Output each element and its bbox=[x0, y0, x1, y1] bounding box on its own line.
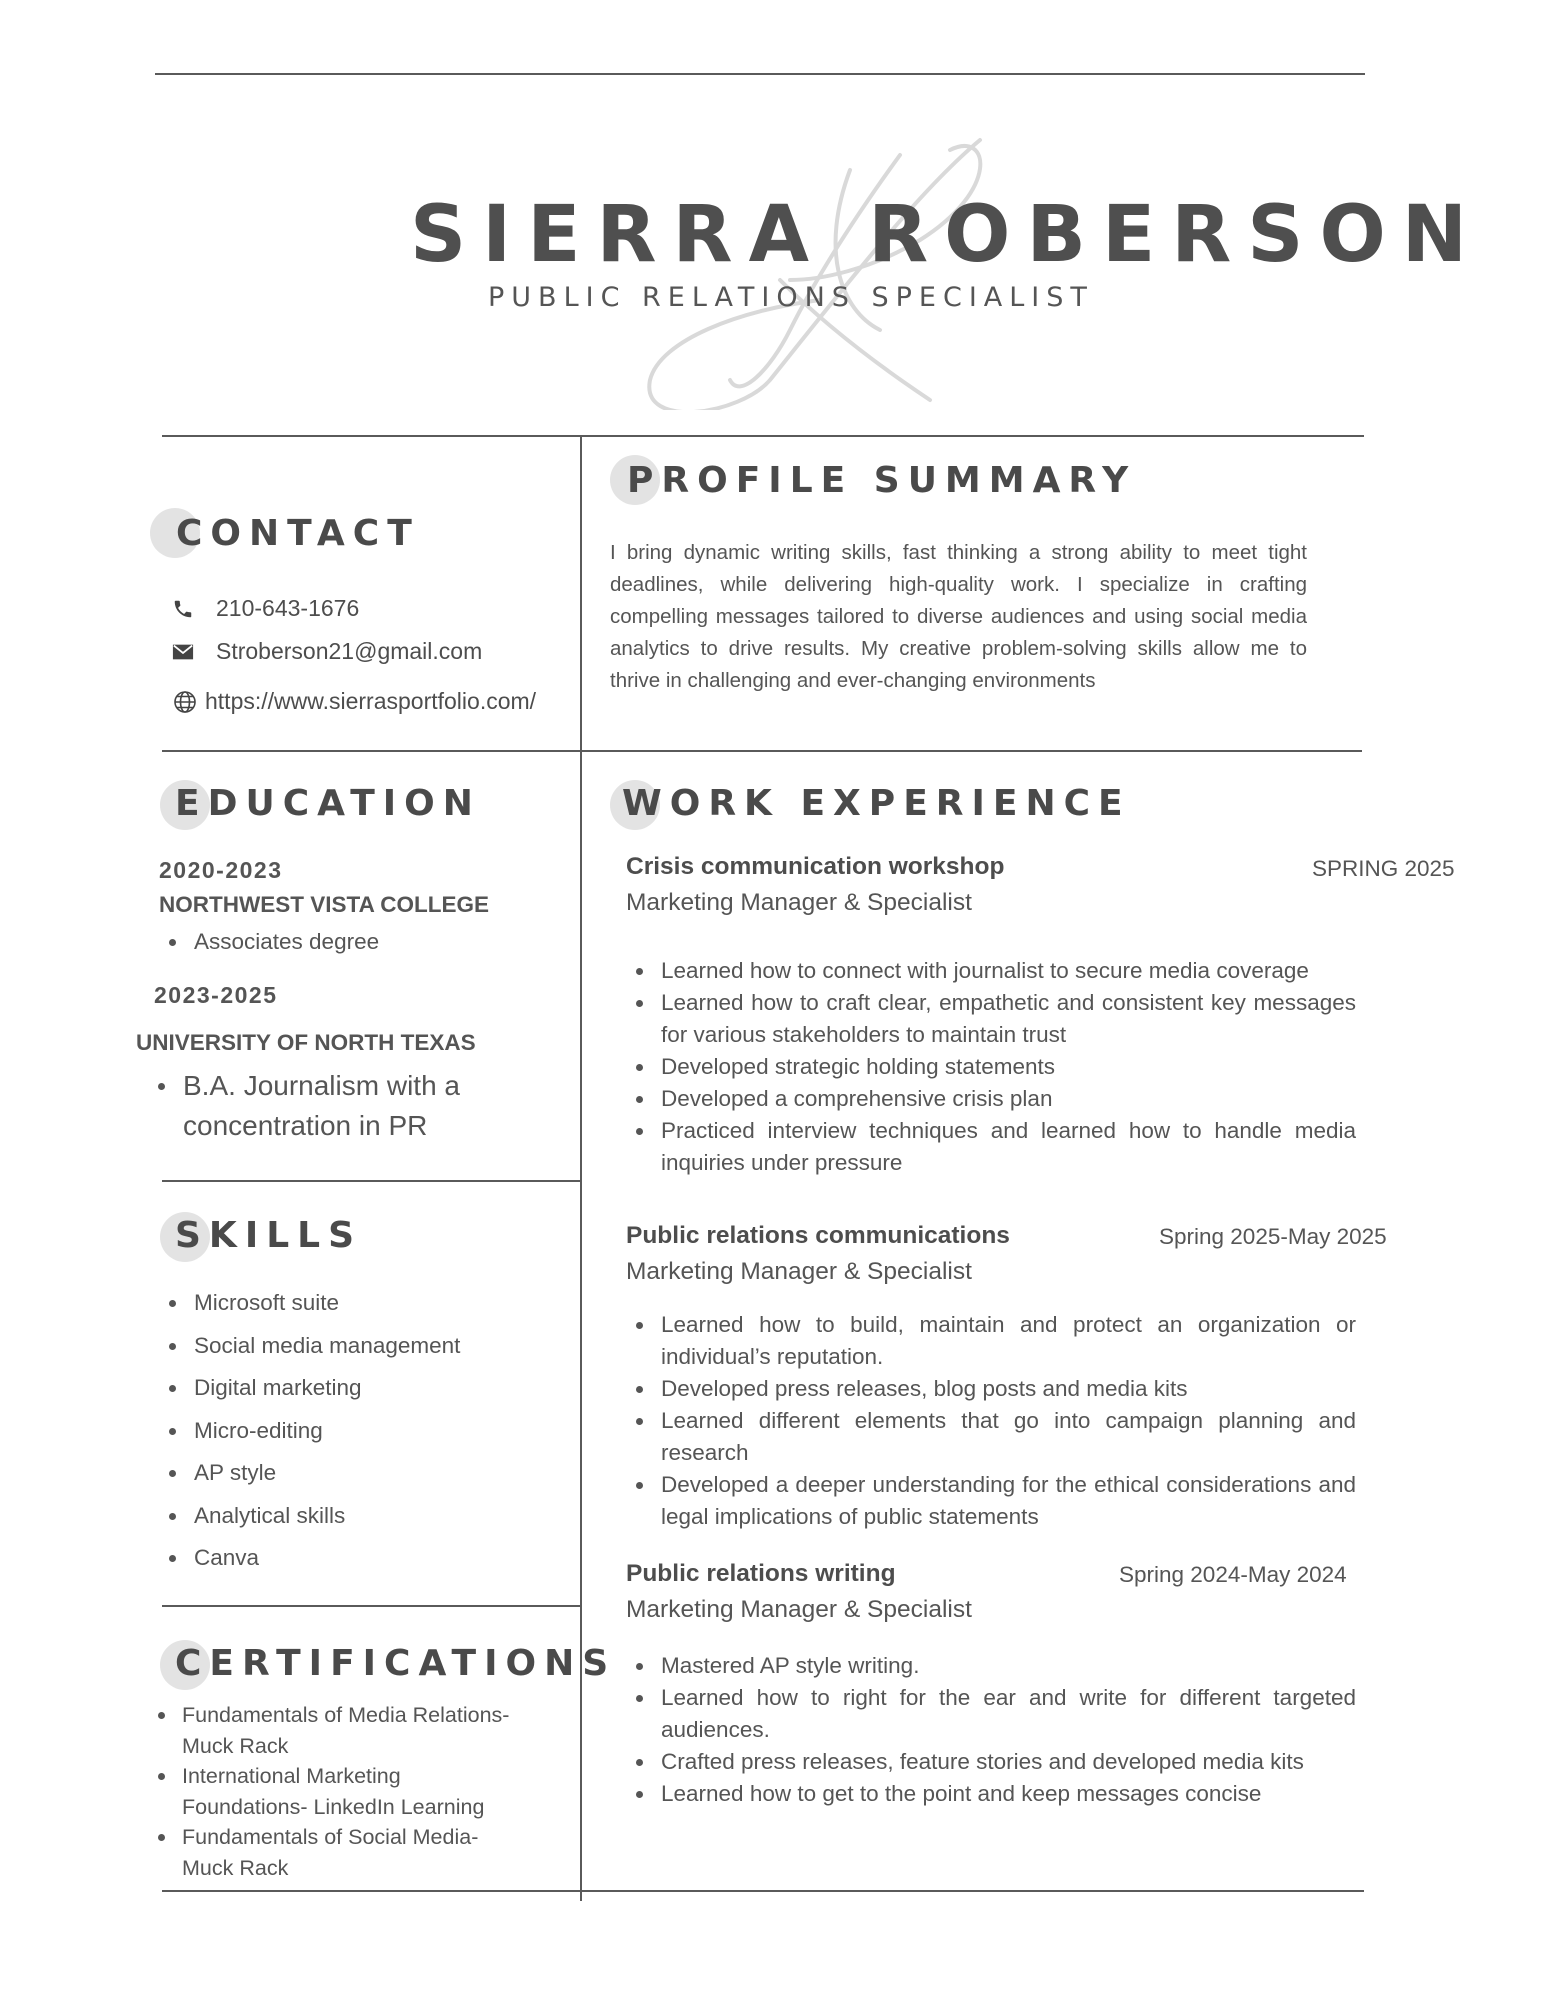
contact-website bbox=[173, 688, 536, 715]
job-title-3: Public relations writing bbox=[626, 1560, 896, 1587]
certifications-heading: CERTIFICATIONS bbox=[175, 1643, 617, 1684]
list-item: Associates degree bbox=[159, 927, 559, 957]
globe-icon bbox=[173, 690, 197, 714]
job-title-1: Crisis communication workshop bbox=[626, 853, 1005, 880]
list-item: Learned how to connect with journalist to secure media coverage bbox=[626, 955, 1356, 987]
top-rule bbox=[155, 73, 1365, 75]
list-item: International Marketing Foundations- LinkedIn Learning bbox=[152, 1761, 532, 1822]
candidate-title: PUBLIC RELATIONS SPECIALIST bbox=[488, 282, 1094, 313]
list-item: B.A. Journalism with a concentration in PR bbox=[148, 1066, 508, 1146]
job-bullets-3 bbox=[626, 1650, 1356, 1810]
job-role-1: Marketing Manager & Specialist bbox=[626, 889, 972, 916]
bottom-rule bbox=[162, 1890, 1364, 1892]
list-item: AP style bbox=[159, 1452, 559, 1495]
list-item: Developed press releases, blog posts and media kits bbox=[626, 1373, 1356, 1405]
education-school-1: NORTHWEST VISTA COLLEGE bbox=[159, 892, 489, 917]
job-bullets-1 bbox=[626, 955, 1356, 1179]
list-item: Learned how to craft clear, empathetic and consistent key messages for various stakeholders to maintain trust bbox=[626, 987, 1356, 1051]
list-item: Developed a comprehensive crisis plan bbox=[626, 1083, 1356, 1115]
phone-icon bbox=[172, 598, 196, 620]
contact-heading: CONTACT bbox=[176, 513, 420, 554]
list-item: Social media management bbox=[159, 1325, 559, 1368]
work-heading: WORK EXPERIENCE bbox=[622, 783, 1131, 824]
education-details-2 bbox=[148, 1066, 508, 1146]
education-years-1: 2020-2023 bbox=[159, 857, 283, 883]
list-item: Learned how to right for the ear and write for different targeted audiences. bbox=[626, 1682, 1356, 1746]
list-item: Fundamentals of Media Relations- Muck Rack bbox=[152, 1700, 532, 1761]
list-item: Mastered AP style writing. bbox=[626, 1650, 1356, 1682]
list-item: Fundamentals of Social Media- Muck Rack bbox=[152, 1822, 532, 1883]
skills-list bbox=[159, 1282, 559, 1580]
job-bullets-2 bbox=[626, 1309, 1356, 1533]
job-role-3: Marketing Manager & Specialist bbox=[626, 1596, 972, 1623]
job-title-2: Public relations communications bbox=[626, 1222, 1010, 1249]
list-item: Practiced interview techniques and learned how to handle media inquiries under pressure bbox=[626, 1115, 1356, 1179]
education-details-1 bbox=[159, 927, 559, 957]
job-role-2: Marketing Manager & Specialist bbox=[626, 1258, 972, 1285]
email-address[interactable]: Stroberson21@gmail.com bbox=[216, 638, 483, 664]
phone-number[interactable]: 210-643-1676 bbox=[216, 595, 360, 621]
job-date-1: SPRING 2025 bbox=[1312, 856, 1455, 881]
list-item: Crafted press releases, feature stories and developed media kits bbox=[626, 1746, 1356, 1778]
profile-heading: PROFILE SUMMARY bbox=[627, 460, 1137, 501]
contact-email bbox=[172, 638, 482, 665]
education-years-2: 2023-2025 bbox=[154, 982, 278, 1008]
education-heading: EDUCATION bbox=[175, 783, 481, 824]
contact-phone bbox=[172, 595, 359, 622]
list-item: Analytical skills bbox=[159, 1495, 559, 1538]
contact-divider bbox=[162, 750, 1362, 752]
list-item: Learned how to build, maintain and protect an organization or individual’s reputation. bbox=[626, 1309, 1356, 1373]
list-item: Digital marketing bbox=[159, 1367, 559, 1410]
skills-heading: SKILLS bbox=[175, 1215, 363, 1256]
list-item: Microsoft suite bbox=[159, 1282, 559, 1325]
job-date-3: Spring 2024-May 2024 bbox=[1119, 1562, 1347, 1587]
mail-icon bbox=[172, 643, 196, 661]
list-item: Learned how to get to the point and keep messages concise bbox=[626, 1778, 1356, 1810]
website-link[interactable]: https://www.sierrasportfolio.com/ bbox=[205, 688, 537, 714]
candidate-name: SIERRA ROBERSON bbox=[410, 190, 1484, 280]
list-item: Micro-editing bbox=[159, 1410, 559, 1453]
job-date-2: Spring 2025-May 2025 bbox=[1159, 1224, 1387, 1249]
certifications-list bbox=[152, 1700, 532, 1883]
list-item: Canva bbox=[159, 1537, 559, 1580]
list-item: Developed a deeper understanding for the ethical considerations and legal implications of public statements bbox=[626, 1469, 1356, 1533]
skills-divider bbox=[162, 1605, 582, 1607]
education-school-2: UNIVERSITY OF NORTH TEXAS bbox=[136, 1030, 476, 1055]
list-item: Developed strategic holding statements bbox=[626, 1051, 1356, 1083]
education-divider bbox=[162, 1180, 582, 1182]
profile-summary-text: I bring dynamic writing skills, fast thinking a strong ability to meet tight deadlines, while delivering high-quality work. I specialize in crafting compelling messages tailored to diverse audiences and using social media analytics to drive results. My creative problem-solving skills allow me to thrive in challenging and ever-changing environments bbox=[610, 541, 1307, 692]
header-divider bbox=[162, 435, 1364, 437]
list-item: Learned different elements that go into campaign planning and research bbox=[626, 1405, 1356, 1469]
